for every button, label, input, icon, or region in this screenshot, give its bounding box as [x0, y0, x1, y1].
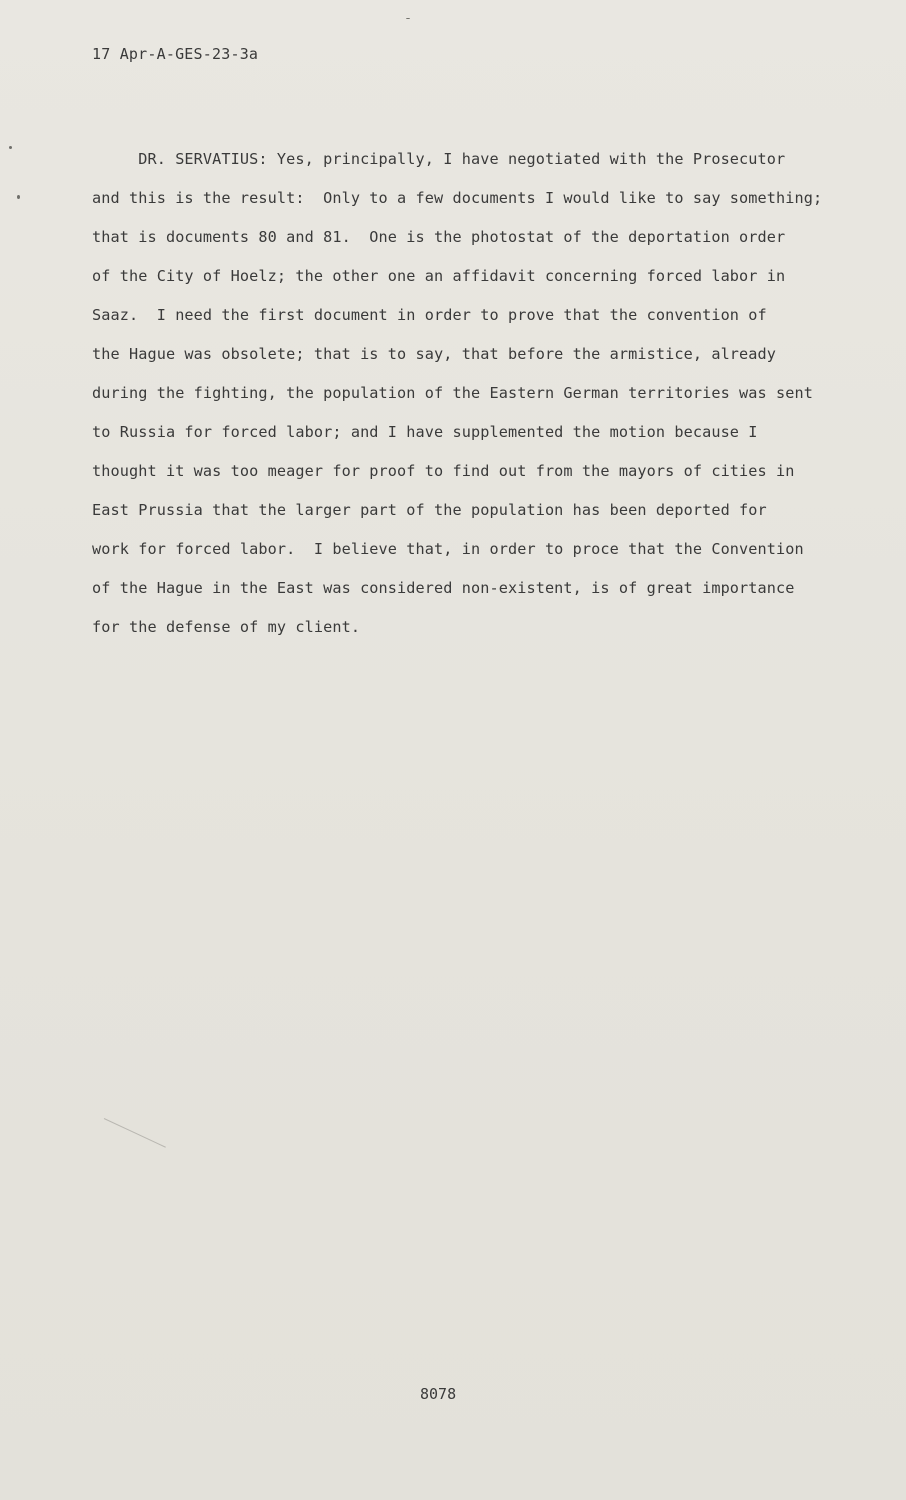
body-line: that is documents 80 and 81. One is the photostat of the deportation order — [92, 228, 786, 246]
body-line: thought it was too meager for proof to find out from the mayors of cities in — [92, 462, 795, 480]
body-text — [92, 140, 862, 647]
body-line: work for forced labor. I believe that, in order to proce that the Convention — [92, 540, 804, 558]
body-line: during the fighting, the population of the Eastern German territories was sent — [92, 384, 814, 402]
body-line: and this is the result: Only to a few documents I would like to say something; — [92, 189, 823, 207]
paper-speck — [406, 18, 410, 19]
document-header-code: 17 Apr-A-GES-23-3a — [92, 45, 259, 63]
body-line: for the defense of my client. — [92, 618, 361, 636]
body-line: DR. SERVATIUS: Yes, principally, I have negotiated with the Prosecutor — [92, 150, 786, 168]
paper-speck — [17, 195, 20, 199]
page-number: 8078 — [420, 1385, 457, 1403]
body-line: to Russia for forced labor; and I have supplemented the motion because I — [92, 423, 758, 441]
body-line: the Hague was obsolete; that is to say, that before the armistice, already — [92, 345, 777, 363]
body-line: East Prussia that the larger part of the population has been deported for — [92, 501, 767, 519]
paper-speck — [9, 146, 12, 149]
body-line: of the Hague in the East was considered non-existent, is of great importance — [92, 579, 795, 597]
body-line: Saaz. I need the first document in order to prove that the convention of — [92, 306, 767, 324]
body-line: of the City of Hoelz; the other one an affidavit concerning forced labor in — [92, 267, 786, 285]
paper-scratch — [104, 1118, 166, 1148]
